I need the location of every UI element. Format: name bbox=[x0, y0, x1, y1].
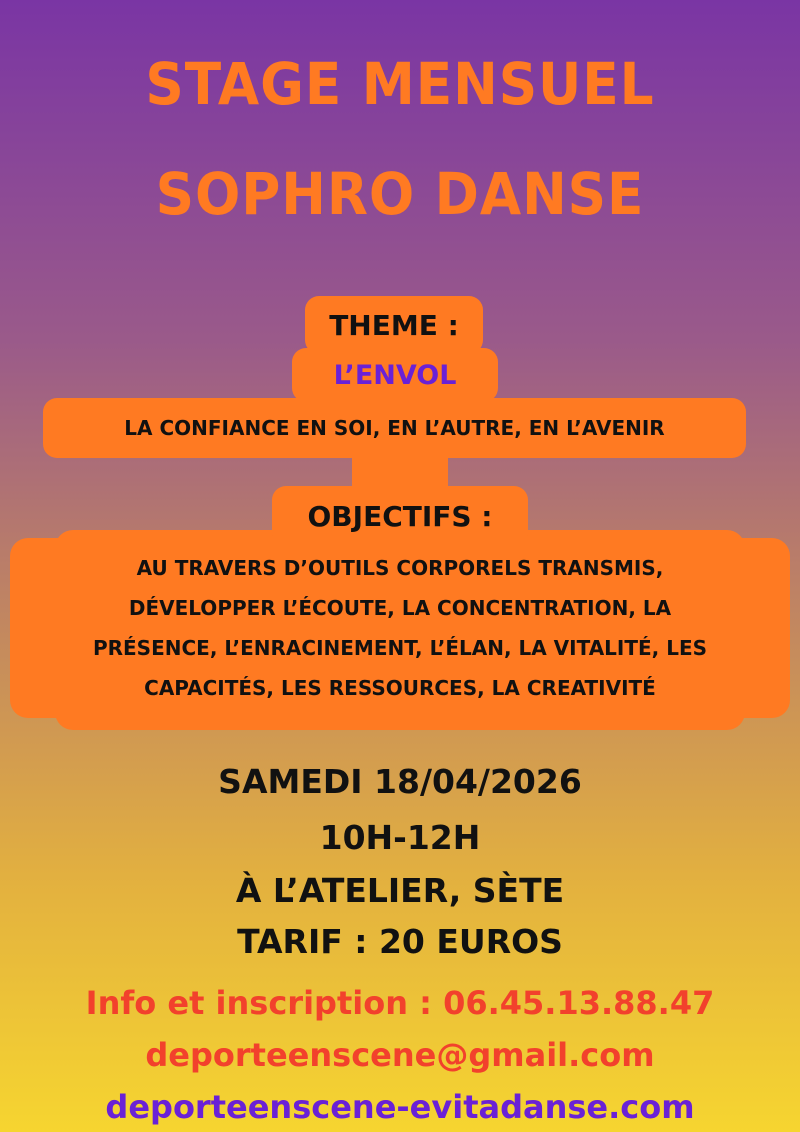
event-place: À L’ATELIER, SÈTE bbox=[235, 871, 565, 910]
objectives-text: AU TRAVERS D’OUTILS CORPORELS TRANSMIS, DÉVELOPPER L’ÉCOUTE, LA CONCENTRATION, LA PRÉSENCE, L’ENRACINEMENT, L’ÉLAN, LA VITALITÉ, LES CAPACITÉS, LES RESSOURCES, LA CREATIVITÉ bbox=[92, 556, 708, 700]
title-line-1: STAGE MENSUEL bbox=[145, 50, 655, 118]
theme-label: THEME : bbox=[305, 296, 483, 354]
title-line-2: SOPHRO DANSE bbox=[155, 160, 645, 228]
objectives-block bbox=[10, 538, 790, 718]
theme-value: L’ENVOL bbox=[292, 348, 498, 402]
contact-phone: Info et inscription : 06.45.13.88.47 bbox=[85, 984, 715, 1022]
objectives-label: OBJECTIFS : bbox=[272, 486, 528, 546]
theme-description: LA CONFIANCE EN SOI, EN L’AUTRE, EN L’AVENIR bbox=[43, 398, 746, 458]
contact-website-link[interactable]: deporteenscene-evitadanse.com bbox=[105, 1088, 695, 1126]
event-date: SAMEDI 18/04/2026 bbox=[218, 762, 582, 801]
contact-email-link[interactable]: deporteenscene@gmail.com bbox=[145, 1036, 655, 1074]
event-price: TARIF : 20 EUROS bbox=[237, 922, 563, 961]
event-time: 10H-12H bbox=[319, 818, 481, 857]
